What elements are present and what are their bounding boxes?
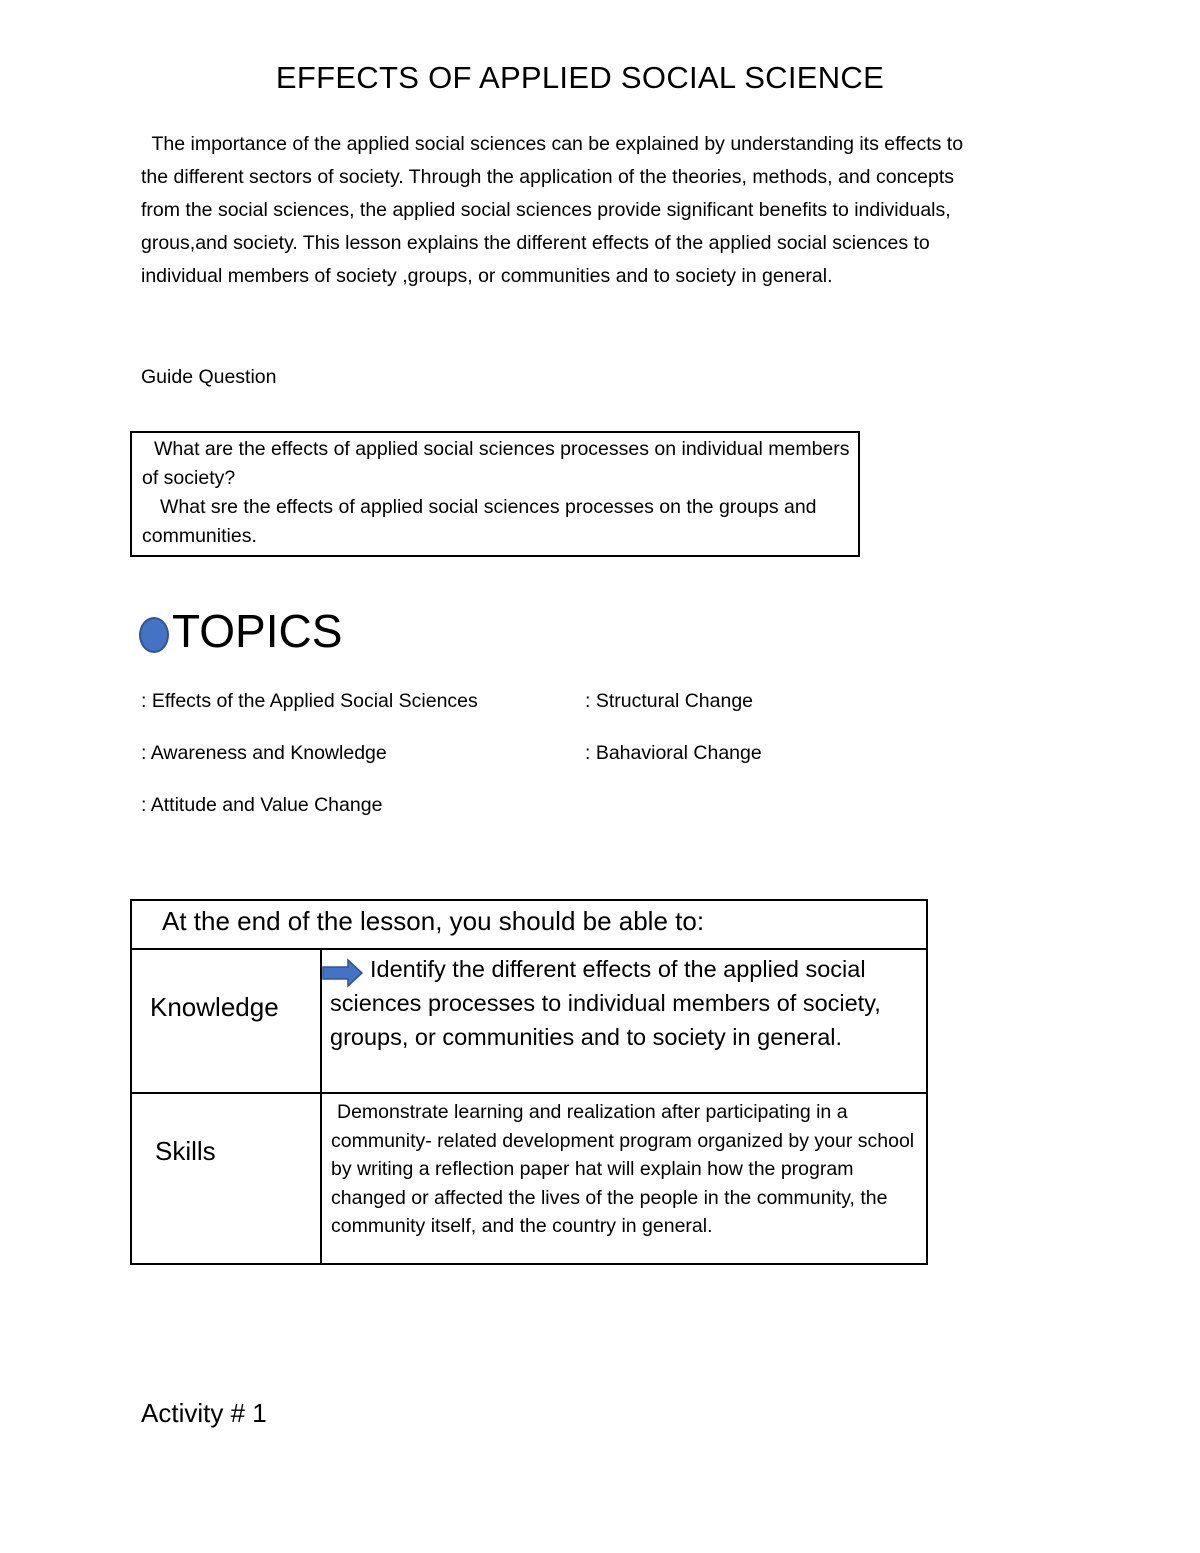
knowledge-row [132, 950, 926, 1094]
intro-paragraph [141, 128, 1071, 293]
topic-item: : Awareness and Knowledge [141, 742, 387, 764]
skills-text [331, 1098, 923, 1241]
topic-item: : Effects of the Applied Social Sciences [141, 690, 478, 712]
knowledge-text [330, 952, 922, 1054]
topics-heading: TOPICS [172, 605, 343, 657]
objectives-header [132, 901, 926, 950]
knowledge-label: Knowledge [150, 992, 279, 1022]
objectives-heading: At the end of the lesson, you should be able to: [162, 906, 705, 936]
circle-bullet-icon [139, 617, 169, 653]
intro-line: individual members of society ,groups, or communities and to society in general. [141, 265, 833, 287]
topic-item: : Structural Change [585, 690, 754, 712]
guide-question-box [130, 431, 860, 557]
intro-line: from the social sciences, the applied social sciences provide significant benefits to individuals, [141, 199, 951, 221]
intro-line: the different sectors of society. Through the application of the theories, methods, and concepts [141, 166, 954, 188]
skills-label: Skills [155, 1136, 216, 1166]
topic-item: : Bahavioral Change [585, 742, 762, 764]
guide-question-2 [142, 493, 852, 551]
intro-line: grous,and society. This lesson explains the different effects of the applied social sciences to [141, 232, 930, 254]
guide-question-2-text: What sre the effects of applied social sciences processes on the groups and communities. [142, 496, 817, 547]
activity-heading: Activity # 1 [141, 1398, 267, 1428]
skills-row [132, 1094, 926, 1263]
guide-question-1-text: What are the effects of applied social sciences processes on individual members of society? [142, 438, 850, 489]
topic-item: : Attitude and Value Change [141, 794, 383, 816]
guide-question-label: Guide Question [141, 366, 277, 388]
column-divider [320, 1094, 322, 1263]
objectives-table [130, 899, 928, 1265]
intro-line: The importance of the applied social sciences can be explained by understanding its effects to [141, 133, 964, 155]
skills-text-content: Demonstrate learning and realization after participating in a community- related development program organized by your school by writing a reflection paper hat will explain how the program changed or affected the lives of the people in the community, the community itself, and the country in general. [331, 1101, 915, 1237]
knowledge-text-content: Identify the different effects of the applied social sciences processes to individual members of society, groups, or communities and to society in general. [330, 956, 881, 1050]
page-title: EFFECTS OF APPLIED SOCIAL SCIENCE [275, 60, 885, 95]
guide-question-1 [142, 435, 852, 493]
